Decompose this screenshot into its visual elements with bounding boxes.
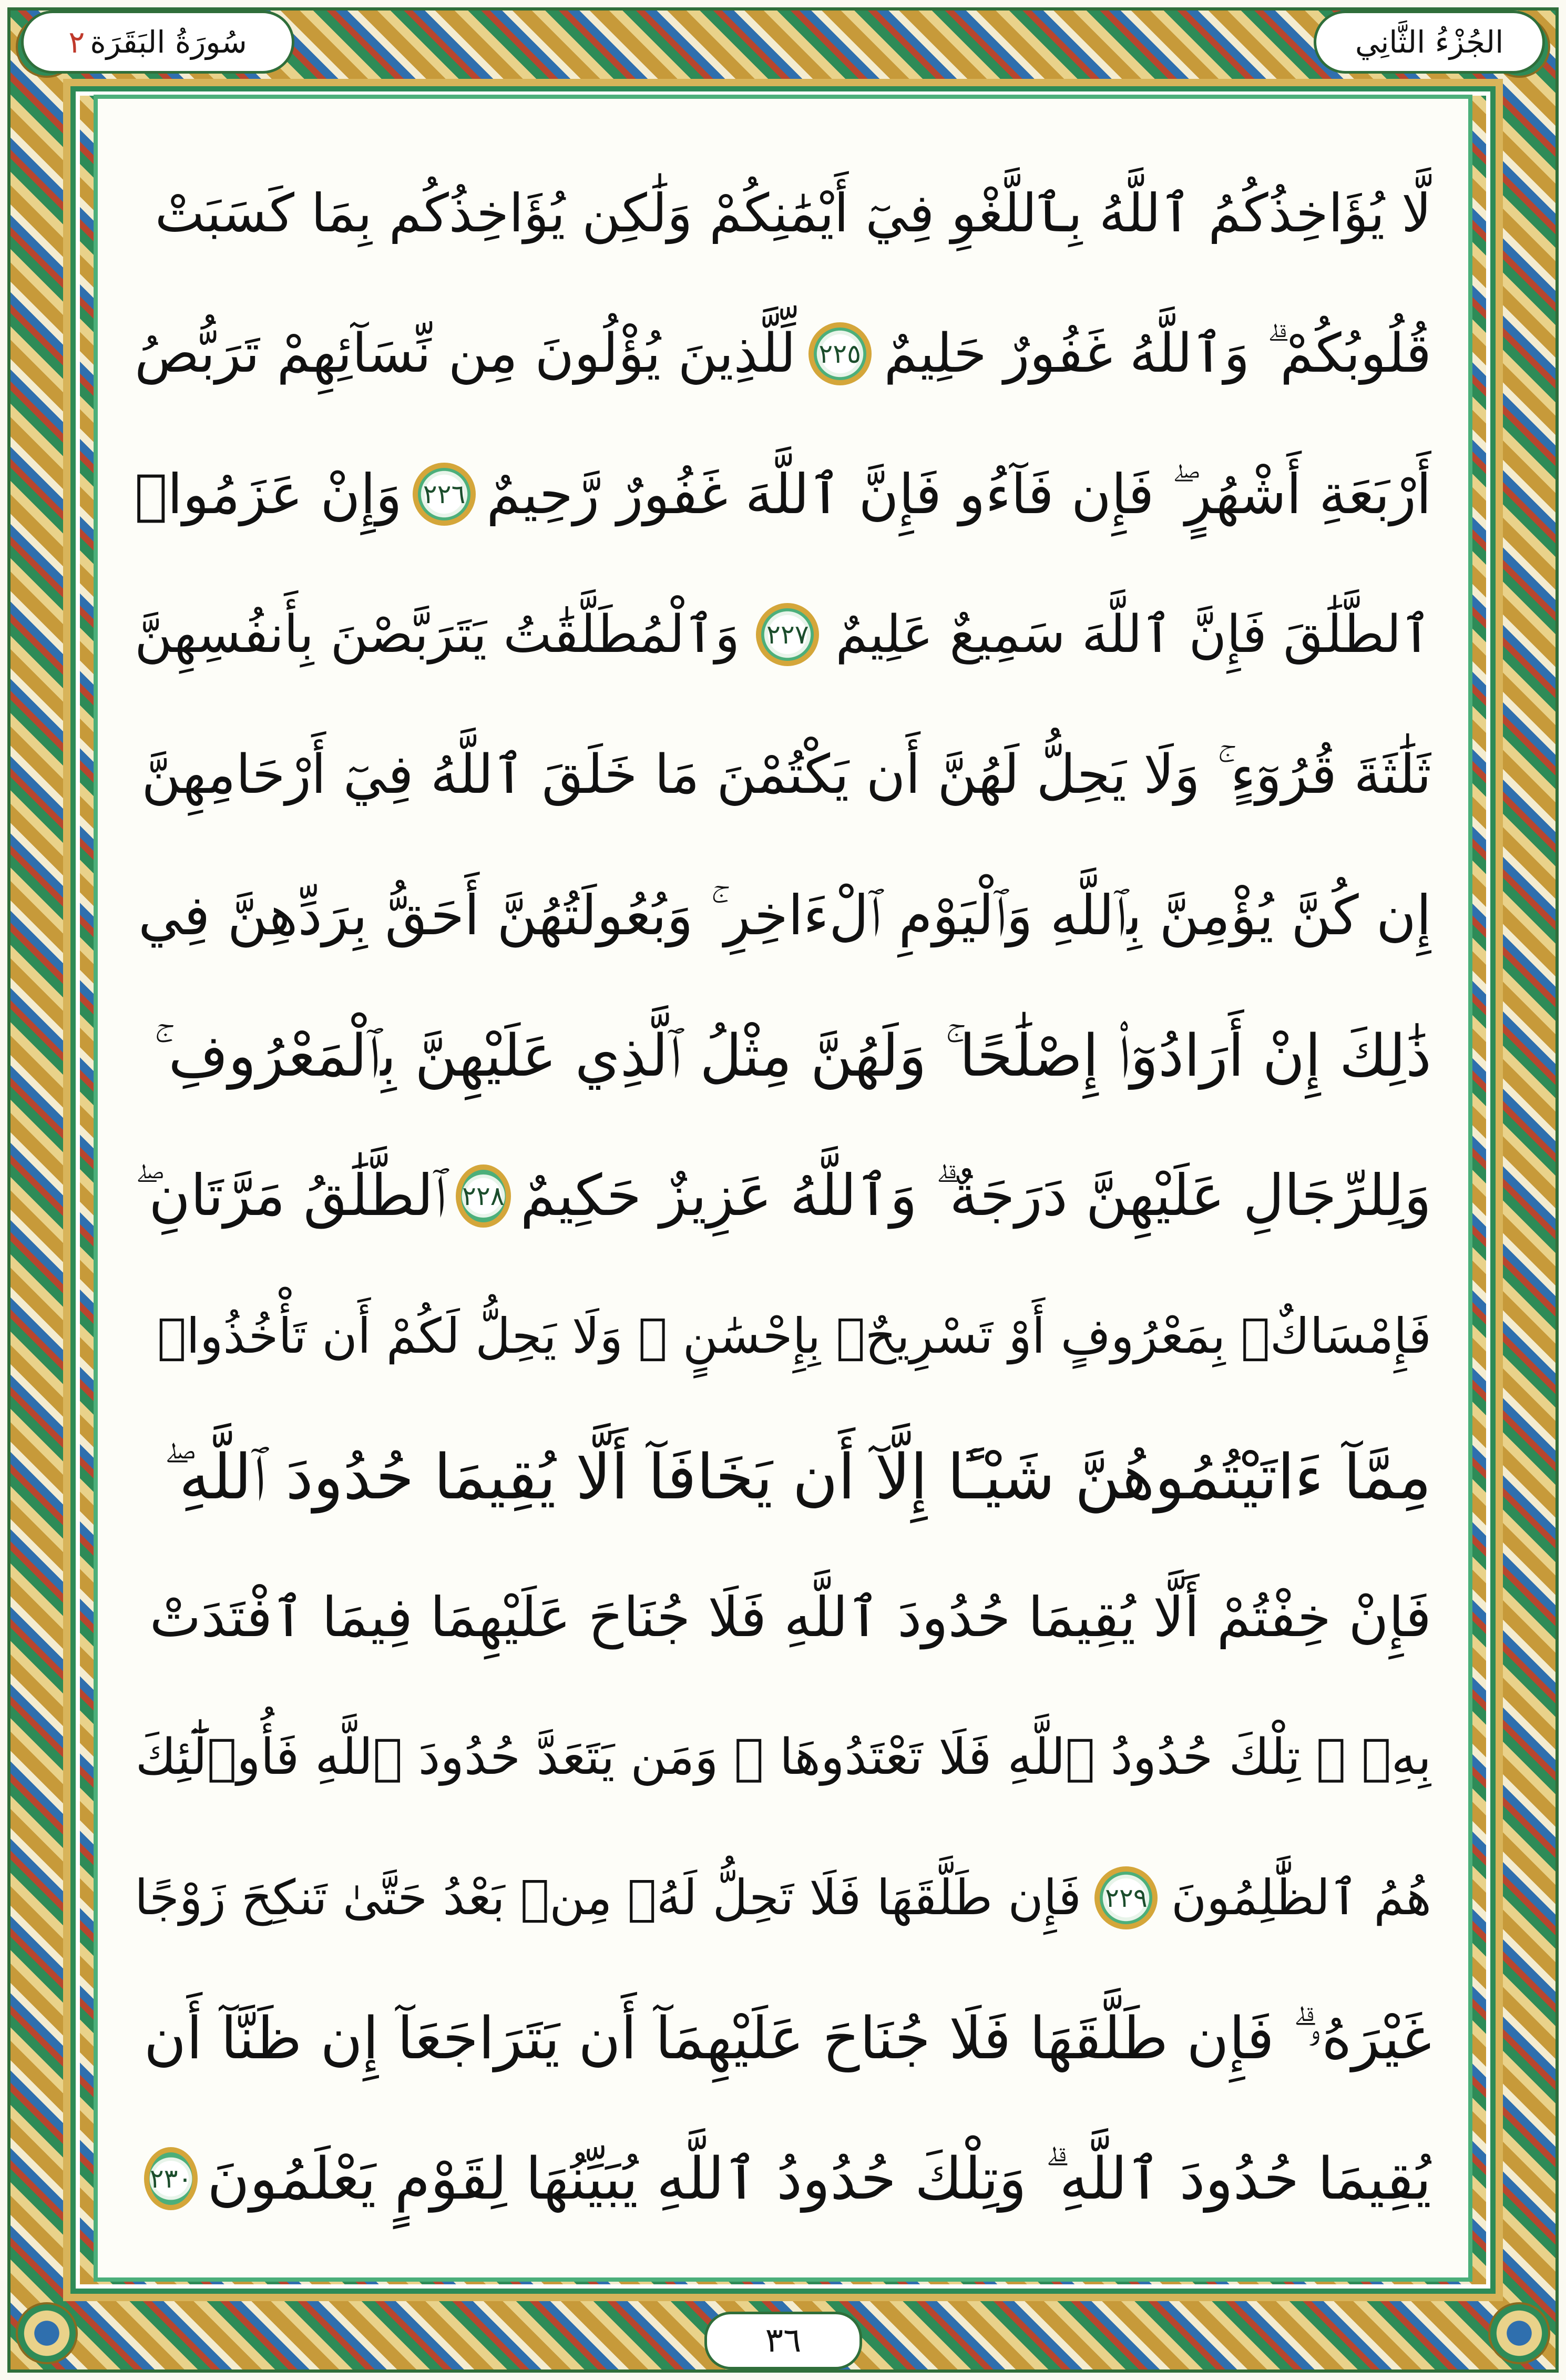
verse-line	[135, 848, 1431, 982]
verse-text: ٱلطَّلَٰقُ مَرَّتَانِ ۖ	[135, 1162, 447, 1229]
text-panel	[94, 95, 1472, 2282]
verse-line	[135, 708, 1431, 842]
verse-line	[135, 1270, 1431, 1404]
verse-line	[135, 1831, 1431, 1965]
page-number-box	[704, 2312, 862, 2369]
corner-ornament-icon	[1488, 2302, 1550, 2364]
verse-line	[135, 287, 1431, 421]
verse-line	[135, 1410, 1431, 1544]
verse-line	[135, 1691, 1431, 1825]
verse-line	[135, 1972, 1431, 2106]
ayah-end-marker-icon: ٢٢٧	[756, 603, 819, 666]
verse-text: إِن كُنَّ يُؤْمِنَّ بِٱللَّهِ وَٱلْيَوْمِ ٱلْءَاخِرِ ۚ وَبُعُولَتُهُنَّ أَحَقُّ بِرَدِّهِنَّ فِي	[138, 883, 1431, 947]
verse-text: وَإِنْ عَزَمُوا۟	[135, 462, 402, 526]
surah-title: سُورَةُ البَقَرَة	[90, 24, 247, 60]
verse-line	[135, 1129, 1431, 1263]
verse-text: هُمُ ٱلظَّٰلِمُونَ	[1171, 1870, 1431, 1926]
surah-number: ٢	[68, 24, 85, 60]
verse-text: أَرْبَعَةِ أَشْهُرٍ ۖ فَإِن فَآءُو فَإِنَّ ٱللَّهَ غَفُورٌ رَّحِيمٌ	[486, 462, 1431, 526]
verse-text: غَيْرَهُۥ ۗ فَإِن طَلَّقَهَا فَلَا جُنَاحَ عَلَيْهِمَآ أَن يَتَرَاجَعَآ إِن ظَنَّآ أَن	[144, 2005, 1431, 2072]
ayah-end-marker-icon: ٢٢٥	[808, 322, 872, 385]
ayah-end-marker-icon: ٢٢٦	[413, 463, 476, 526]
verse-text: بِهِۦ ۗ تِلْكَ حُدُودُ ٱللَّهِ فَلَا تَعْتَدُوهَا ۚ وَمَن يَتَعَدَّ حُدُودَ ٱللَّهِ فَأُو۟لَٰٓئِكَ	[135, 1729, 1431, 1786]
verse-text: وَٱلْمُطَلَّقَٰتُ يَتَرَبَّصْنَ بِأَنفُسِهِنَّ	[135, 604, 740, 665]
verse-text: قُلُوبُكُمْ ۗ وَٱللَّهُ غَفُورٌ حَلِيمٌ	[884, 322, 1431, 385]
ayah-end-marker-icon: ٢٢٨	[456, 1165, 510, 1228]
verse-text: وَلِلرِّجَالِ عَلَيْهِنَّ دَرَجَةٌ ۗ وَٱللَّهُ عَزِيزٌ حَكِيمٌ	[520, 1162, 1431, 1229]
verse-text: ٱلطَّلَٰقَ فَإِنَّ ٱللَّهَ سَمِيعٌ عَلِيمٌ	[835, 604, 1431, 665]
juz-header	[1314, 11, 1545, 74]
verse-line	[135, 2112, 1431, 2246]
verse-text: لِّلَّذِينَ يُؤْلُونَ مِن نِّسَآئِهِمْ تَرَبُّصُ	[135, 322, 796, 385]
verse-text: مِمَّآ ءَاتَيْتُمُوهُنَّ شَيْـًٔا إِلَّآ أَن يَخَافَآ أَلَّا يُقِيمَا حُدُودَ ٱللَّهِ ۖ	[163, 1441, 1431, 1514]
ayah-end-marker-icon: ٢٢٩	[1094, 1866, 1158, 1929]
juz-title: الجُزْءُ الثَّانِي	[1355, 24, 1504, 60]
verse-line	[135, 146, 1431, 280]
verse-text: فَإِنْ خِفْتُمْ أَلَّا يُقِيمَا حُدُودَ ٱللَّهِ فَلَا جُنَاحَ عَلَيْهِمَا فِيمَا ٱفْتَدَتْ	[149, 1585, 1431, 1650]
verse-text: يُقِيمَا حُدُودَ ٱللَّهِ ۗ وَتِلْكَ حُدُودُ ٱللَّهِ يُبَيِّنُهَا لِقَوْمٍ يَعْلَمُونَ	[207, 2145, 1431, 2213]
corner-ornament-icon	[16, 2302, 78, 2364]
verse-lines	[135, 146, 1431, 2246]
ayah-end-marker-icon: ٢٣٠	[144, 2147, 198, 2210]
verse-line	[135, 427, 1431, 561]
verse-line	[135, 1550, 1431, 1684]
verse-line	[135, 567, 1431, 701]
verse-text: ثَلَٰثَةَ قُرُوٓءٍ ۚ وَلَا يَحِلُّ لَهُنَّ أَن يَكْتُمْنَ مَا خَلَقَ ٱللَّهُ فِيٓ أَرْحَامِهِنَّ	[141, 743, 1431, 806]
verse-line	[135, 988, 1431, 1122]
surah-header	[21, 11, 294, 74]
verse-text: فَإِمْسَاكٌۢ بِمَعْرُوفٍ أَوْ تَسْرِيحٌۢ بِإِحْسَٰنٍ ۗ وَلَا يَحِلُّ لَكُمْ أَن تَأْخُذُوا۟	[157, 1308, 1431, 1364]
page-number: ٣٦	[765, 2321, 802, 2360]
verse-text: ذَٰلِكَ إِنْ أَرَادُوٓا۟ إِصْلَٰحًا ۚ وَلَهُنَّ مِثْلُ ٱلَّذِي عَلَيْهِنَّ بِٱلْمَعْرُوفِ ۚ	[153, 1022, 1431, 1089]
verse-text: لَّا يُؤَاخِذُكُمُ ٱللَّهُ بِٱللَّغْوِ فِيٓ أَيْمَٰنِكُمْ وَلَٰكِن يُؤَاخِذُكُم بِمَا كَسَبَتْ	[155, 182, 1431, 244]
verse-text: فَإِن طَلَّقَهَا فَلَا تَحِلُّ لَهُۥ مِنۢ بَعْدُ حَتَّىٰ تَنكِحَ زَوْجًا	[135, 1870, 1081, 1926]
